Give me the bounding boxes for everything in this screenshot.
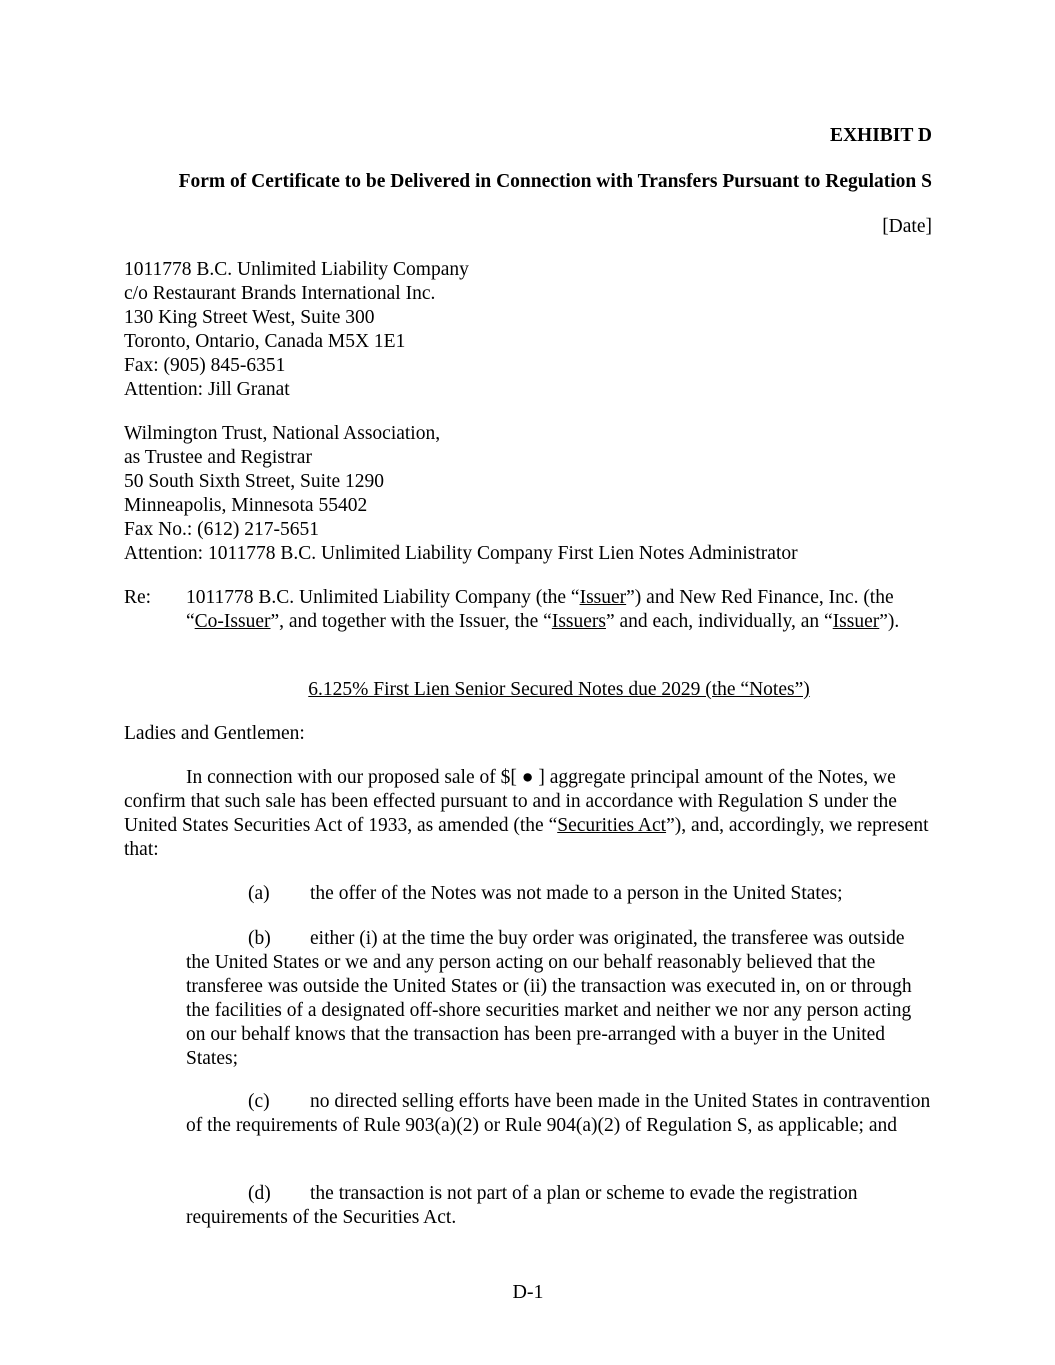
- notes-title: 6.125% First Lien Senior Secured Notes due 2029 (the “Notes”): [308, 679, 810, 700]
- address-line: 50 South Sixth Street, Suite 1290: [124, 471, 385, 492]
- address-line: Minneapolis, Minnesota 55402: [124, 495, 368, 516]
- defined-term: Securities Act: [557, 815, 667, 836]
- item-text: the offer of the Notes was not made to a person in the United States;: [310, 883, 843, 904]
- item-label: (d): [248, 1183, 271, 1204]
- re-line: [124, 586, 932, 634]
- representation-item: [186, 927, 932, 1071]
- form-title: Form of Certificate to be Delivered in Connection with Transfers Pursuant to Regulation S: [178, 171, 932, 192]
- re-text: 1011778 B.C. Unlimited Liability Company (the “Issuer”) and New Red Finance, Inc. (the “Co-Issuer”, and together with the Issuer, the “Issuers” and each, individually, an “Issuer”).: [186, 587, 900, 632]
- address-line: c/o Restaurant Brands International Inc.: [124, 283, 436, 304]
- salutation: Ladies and Gentlemen:: [124, 723, 305, 744]
- re-label: Re:: [124, 587, 152, 608]
- defined-term: Issuer: [832, 611, 880, 632]
- representation-item: [186, 1182, 932, 1230]
- document-page: [124, 0, 932, 1365]
- address-line: Wilmington Trust, National Association,: [124, 423, 441, 444]
- item-label: (a): [248, 883, 270, 904]
- trustee-address-block: [124, 422, 932, 566]
- exhibit-heading: EXHIBIT D: [829, 125, 932, 146]
- address-line: 130 King Street West, Suite 300: [124, 307, 375, 328]
- date-placeholder: [Date]: [882, 216, 932, 237]
- attention-line: Attention: Jill Granat: [124, 379, 290, 400]
- item-text: the transaction is not part of a plan or scheme to evade the registration requirements of the Securities Act.: [186, 1183, 858, 1228]
- item-label: (b): [248, 928, 271, 949]
- address-line: Toronto, Ontario, Canada M5X 1E1: [124, 331, 406, 352]
- representation-item: [186, 1090, 932, 1138]
- attention-line: Attention: 1011778 B.C. Unlimited Liability Company First Lien Notes Administrator: [124, 543, 798, 564]
- page-number: D-1: [512, 1281, 544, 1303]
- defined-term: Co-Issuer: [194, 611, 271, 632]
- address-line: 1011778 B.C. Unlimited Liability Company: [124, 259, 469, 280]
- item-text: no directed selling efforts have been made in the United States in contravention of the requirements of Rule 903(a)(2) or Rule 904(a)(2) of Regulation S, as applicable; and: [186, 1091, 931, 1136]
- issuer-address-block: [124, 258, 932, 402]
- body-paragraph: In connection with our proposed sale of $[ ● ] aggregate principal amount of the Notes, we confirm that such sale has been effected pursuant to and in accordance with Regulation S under the United States Securities Act of 1933, as amended (the “Securities Act”), and, accordingly, we represent that:: [124, 767, 929, 860]
- item-label: (c): [248, 1091, 270, 1112]
- item-text: either (i) at the time the buy order was originated, the transferee was outside the United States or we and any person acting on our behalf reasonably believed that the transferee was outside the United States or (ii) the transaction was executed in, on or through the facilities of a designated off-shore securities market and neither we nor any person acting on our behalf knows that the transaction has been pre-arranged with a buyer in the United States;: [186, 928, 912, 1069]
- defined-term: Issuers: [551, 611, 606, 632]
- fax-line: Fax No.: (612) 217-5651: [124, 519, 319, 540]
- address-line: as Trustee and Registrar: [124, 447, 312, 468]
- fax-line: Fax: (905) 845-6351: [124, 355, 286, 376]
- defined-term: Issuer: [579, 587, 627, 608]
- representation-item: [186, 882, 932, 906]
